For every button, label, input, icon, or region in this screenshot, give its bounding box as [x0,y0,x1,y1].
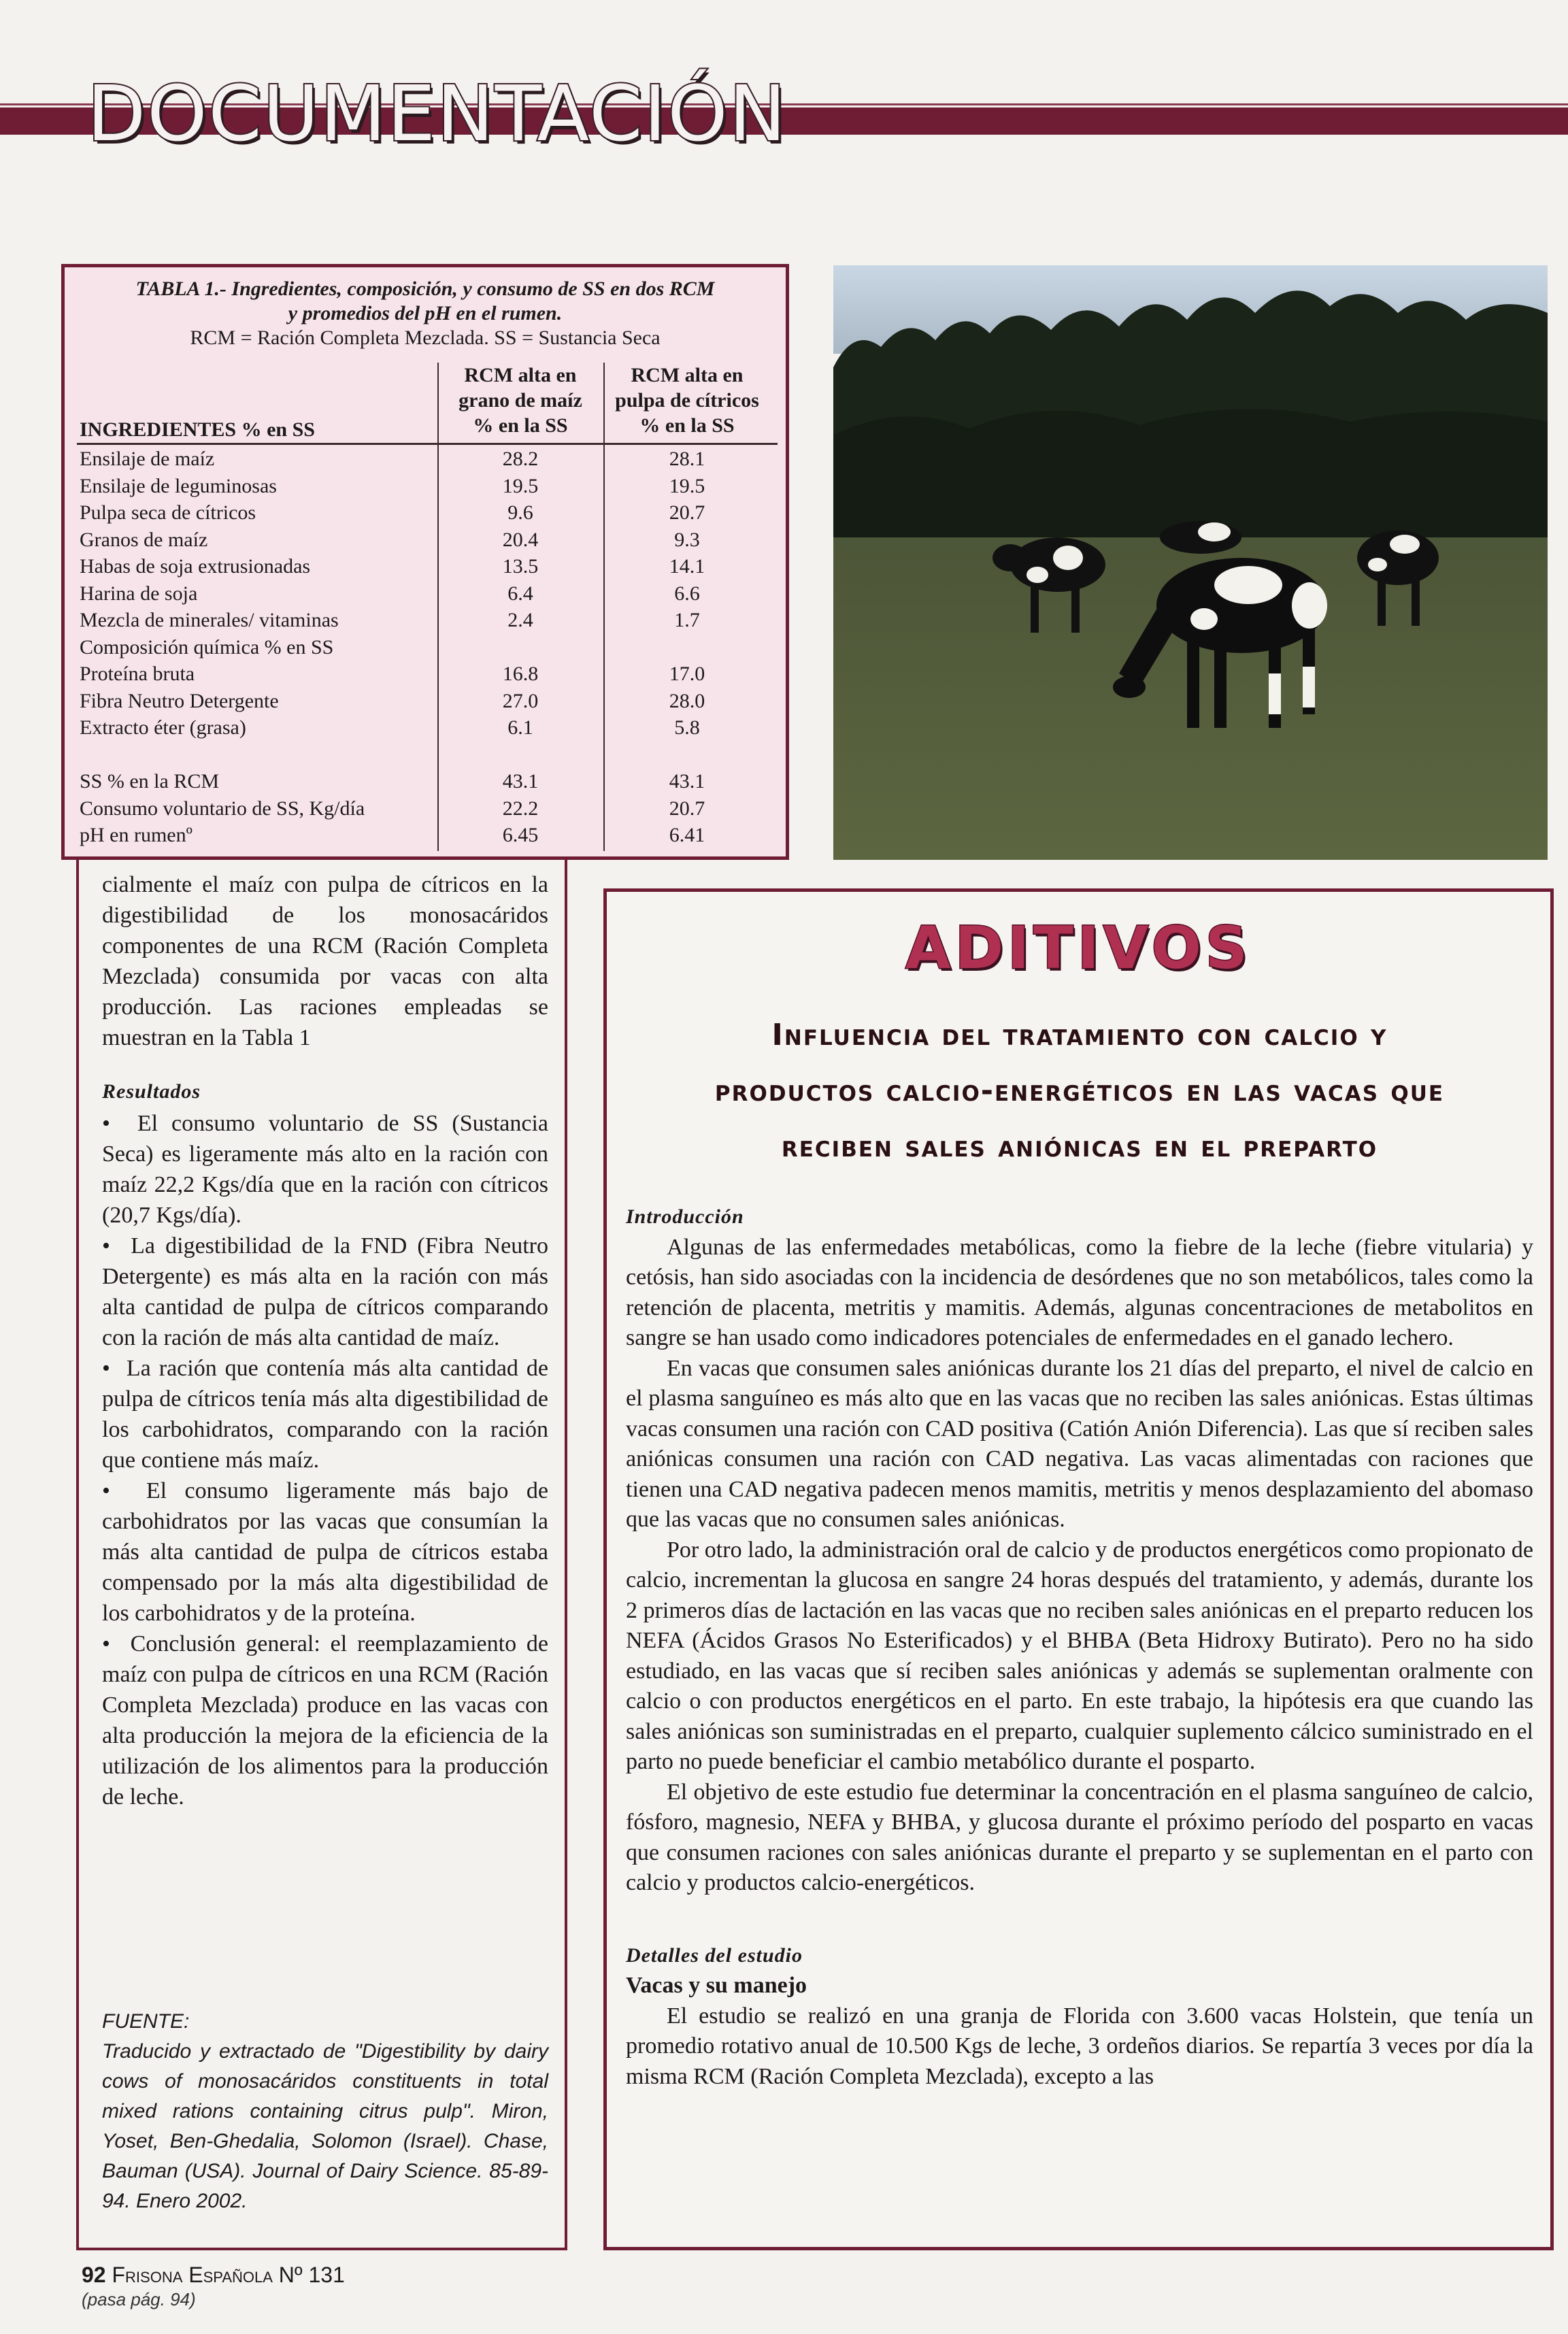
result-bullet: • La ración que contenía más alta cantidad de pulpa de cítricos tenía más alta digestibilidad de los carbohidratos, comparando con la ración que contiene más maíz. [102,1356,548,1473]
details-heading: Detalles del estudio [626,1944,803,1967]
table-cell-maiz: 9.6 [507,501,533,524]
article-box [603,888,1554,2250]
table-cell-citricos: 43.1 [669,770,705,793]
table-cell-citricos: 20.7 [669,501,705,524]
table-rule [77,443,778,445]
source-note [102,2007,548,2216]
table-cell-citricos [609,634,765,661]
table-divider [437,363,439,851]
article-body [626,1187,1533,2092]
table-cell-maiz: 13.5 [502,555,539,578]
table-cell-citricos: 1.7 [674,609,700,631]
article-kicker: ADITIVOS [905,914,1252,982]
table-1 [61,264,789,860]
table-caption-line3: RCM = Ración Completa Mezclada. SS = Sustancia Seca [190,327,661,349]
source-text: Traducido y extractado de "Digestibility by dairy cows of monosacáridos constituents in total mixed rations containing citrus pulp". Miron, Yoset, Ben-Ghedalia, Solomon (Israel). Chase, Bauman (USA). Journal of Dairy Science. 85-89-94. Enero 2002. [102,2040,548,2212]
page-number: 92 [82,2263,106,2287]
table-cell-maiz: 22.2 [502,797,539,820]
result-bullet: • El consumo voluntario de SS (Sustancia Seca) es ligeramente más alto en la ración con maíz 22,2 Kgs/día que en la ración con cítricos (20,7 Kgs/día). [102,1111,548,1228]
result-bullet-text: Conclusión general: el reemplazamiento de maíz con pulpa de cítricos en una RCM (Ración Completa Mezclada) produce en las vacas con alta producción la mejora de la eficiencia de la utilización de los alimentos para la producción de leche. [102,1631,549,1810]
table-row-label: Ensilaje de leguminosas [80,474,277,497]
table-cell-maiz [446,634,595,661]
result-bullet-text: La digestibilidad de la FND (Fibra Neutro Detergente) es más alta en la ración con más alta cantidad de pulpa de cítricos comparando con la ración de más alta cantidad de maíz. [102,1233,548,1350]
table-caption-line1: TABLA 1.- Ingredientes, composición, y consumo de SS en dos RCM [135,278,715,300]
row-header: INGREDIENTES % en SS [80,418,315,441]
table-cell-maiz: 43.1 [502,770,539,793]
result-bullet-text: El consumo ligeramente más bajo de carbohidratos por las vacas que consumían la más alta cantidad de pulpa de cítricos estaba compensado por la más alta digestibilidad de los carbohidratos y de la proteína. [102,1478,548,1626]
col-header-citricos-line2: pulpa de cítricos [615,389,759,412]
magazine-name: Frisona Española Nº 131 [112,2263,345,2287]
body-paragraph: En vacas que consumen sales aniónicas durante los 21 días del preparto, el nivel de calcio en el plasma sanguíneo es más alto que en las vacas que no reciben las sales aniónicas. Estas últimas vacas consumen una ración con CAD positiva (Catión Anión Diferencia). Las que sí reciben sales aniónicas consumen una ración con CAD negativa. Las vacas alimentadas con raciones que tienen una CAD negativa padecen menos mamitis, metritis y menos desplazamiento del abomaso que las vacas que no consumen sales aniónicas. [626,1355,1533,1532]
intro-heading: Introducción [626,1205,744,1228]
table-row-label: Harina de soja [80,582,198,605]
table-row-label: pH en rumenº [80,824,193,846]
table-cell-citricos: 17.0 [669,663,705,685]
table-row-label: Fibra Neutro Detergente [80,689,279,712]
table-row-label: Ensilaje de maíz [80,448,215,470]
table-row-label: Consumo voluntario de SS, Kg/día [80,797,365,820]
table-cell-citricos: 5.8 [674,716,700,739]
body-paragraph: Algunas de las enfermedades metabólicas, como la fiebre de la leche (fiebre vitularia) y cetósis, han sido asociadas con la incidencia de desórdenes que no son metabólicos, tales como la retención de placenta, metritis y mamitis. Además, algunas concentraciones de metabolitos en sangre se han usado como indicadores potenciales de enfermedades en el ganado lechero. [626,1234,1533,1350]
col-header-maiz [446,363,595,438]
details-subheading: Vacas y su manejo [626,1973,807,1998]
table-cell-citricos [609,741,765,769]
table-row-label [80,741,365,769]
continued-note: (pasa pág. 94) [82,2289,196,2310]
values-maiz [446,446,595,849]
col-header-maiz-line1: RCM alta en [464,364,577,386]
table-cell-citricos: 28.0 [669,689,705,712]
result-bullet-text: La ración que contenía más alta cantidad de pulpa de cítricos tenía más alta digestibilidad de los carbohidratos, comparando con la ración que contiene más maíz. [102,1356,548,1473]
results-heading: Resultados [102,1080,201,1103]
headline-line: Influencia del tratamiento con calcio y [771,1018,1388,1052]
table-cell-maiz: 6.1 [507,716,533,739]
table-row-label: Extracto éter (grasa) [80,716,246,739]
table-cell-maiz: 2.4 [507,609,533,631]
table-cell-citricos: 14.1 [669,555,705,578]
col-header-citricos-line1: RCM alta en [631,364,744,386]
headline-line: productos calcio-energéticos en las vacas que [714,1073,1445,1108]
body-paragraph: El estudio se realizó en una granja de Florida con 3.600 vacas Holstein, que tenía un promedio rotativo anual de 10.500 Kgs de leche, 3 ordeños diarios. Se repartía 3 veces por día la misma RCM (Ración Completa Mezclada), excepto a las [626,2003,1533,2089]
table-row-label: Proteína bruta [80,663,195,685]
table-caption-line2: y promedios del pH en el rumen. [288,302,563,324]
table-cell-citricos: 9.3 [674,528,700,551]
source-label: FUENTE: [102,2010,190,2033]
body-paragraph: Por otro lado, la administración oral de calcio y de productos energéticos como propionato de calcio, incrementan la glucosa en sangre 24 horas después del tratamiento, y además, durante los 2 primeros días de lactación en las vacas que no reciben sales aniónicas en el preparto reducen los NEFA (Ácidos Grasos No Esterificados) y el BHBA (Beta Hidroxy Butirato). Pero no ha sido estudiado, en las vacas que sí reciben sales aniónicas y además se suplementan oralmente con calcio o con productos energéticos en el parto. En este trabajo, la hipótesis era que cuando las sales aniónicas son suministradas en el preparto, cualquier suplemento cálcico suministrado en el parto no puede beneficiar el cambio metabólico durante el posparto. [626,1537,1533,1774]
table-caption [65,277,786,350]
table-cell-maiz: 19.5 [502,474,539,497]
table-cell-maiz: 20.4 [502,528,539,551]
left-column-text [102,869,548,1812]
table-cell-maiz: 16.8 [502,663,539,685]
table-row-label: Granos de maíz [80,528,208,551]
table-row-label: Pulpa seca de cítricos [80,501,256,524]
table-cell-maiz: 28.2 [502,448,539,470]
table-cell-citricos: 28.1 [669,448,705,470]
table-cell-citricos: 19.5 [669,474,705,497]
left-intro-paragraph: cialmente el maíz con pulpa de cítricos en la digestibilidad de los monosacáridos componentes de una RCM (Ración Completa Mezclada) consumida por vacas con alta producción. Las raciones empleadas se muestran en la Tabla 1 [102,872,548,1050]
table-cell-maiz: 27.0 [502,689,539,712]
page-footer [82,2263,345,2312]
table-cell-maiz: 6.45 [502,824,539,846]
table-cell-citricos: 6.41 [669,824,705,846]
col-header-citricos-line3: % en la SS [639,414,735,437]
headline-line: reciben sales aniónicas en el preparto [781,1129,1378,1164]
result-bullet: • Conclusión general: el reemplazamiento de maíz con pulpa de cítricos en una RCM (Ración Completa Mezclada) produce en las vacas con alta producción la mejora de la eficiencia de la utilización de los alimentos para la producción de leche. [102,1631,549,1810]
result-bullet: • El consumo ligeramente más bajo de carbohidratos por las vacas que consumían la más alta cantidad de pulpa de cítricos estaba compensado por la más alta digestibilidad de los carbohidratos y de la proteína. [102,1478,548,1626]
left-column [76,860,567,2250]
row-labels [80,446,365,849]
table-cell-maiz: 6.4 [507,582,533,605]
table-cell-maiz [446,741,595,769]
col-header-citricos [609,363,765,438]
col-header-maiz-line3: % en la SS [473,414,568,437]
table-row-label: SS % en la RCM [80,770,220,793]
result-bullet: • La digestibilidad de la FND (Fibra Neutro Detergente) es más alta en la ración con más alta cantidad de pulpa de cítricos comparando con la ración de más alta cantidad de maíz. [102,1233,548,1350]
result-bullet-text: El consumo voluntario de SS (Sustancia Seca) es ligeramente más alto en la ración con maíz 22,2 Kgs/día que en la ración con cítricos (20,7 Kgs/día). [102,1111,548,1228]
values-citricos [609,446,765,849]
cows-photo [833,265,1548,860]
table-cell-citricos: 20.7 [669,797,705,820]
table-row-label: Mezcla de minerales/ vitaminas [80,609,339,631]
table-row-label: Composición química % en SS [80,635,334,658]
table-divider [603,363,605,851]
article-headline [627,1007,1532,1175]
table-cell-citricos: 6.6 [674,582,700,605]
table-row-label: Habas de soja extrusionadas [80,555,311,578]
section-title: DOCUMENTACIÓN [87,70,788,159]
col-header-maiz-line2: grano de maíz [458,389,582,412]
body-paragraph: El objetivo de este estudio fue determinar la concentración en el plasma sanguíneo de calcio, fósforo, magnesio, NEFA y BHBA, y glucosa durante el próximo período del posparto en vacas que consumen raciones con sales aniónicas durante el preparto y se suplementan en el parto con calcio y productos calcio-energéticos. [626,1779,1533,1895]
